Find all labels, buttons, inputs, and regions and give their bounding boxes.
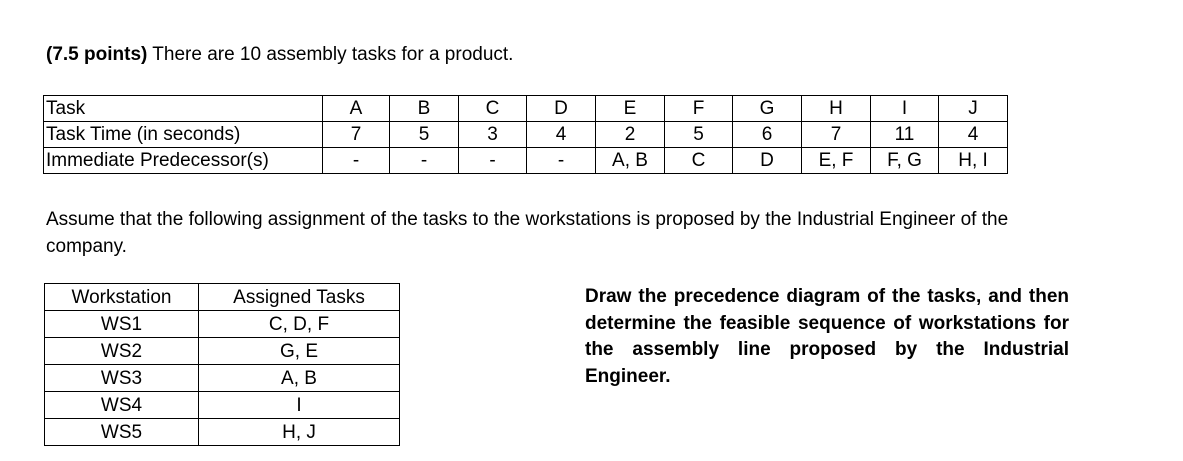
task-table <box>43 95 1008 174</box>
workstation-row <box>45 419 400 446</box>
assigned-tasks: I <box>199 392 400 419</box>
task-cell: D <box>527 96 596 122</box>
task-cell: F, G <box>871 148 939 174</box>
task-cell: A, B <box>596 148 665 174</box>
row-label: Task <box>44 96 323 122</box>
assigned-tasks: G, E <box>199 338 400 365</box>
task-cell: A <box>323 96 390 122</box>
task-cell: - <box>459 148 527 174</box>
task-cell: 5 <box>390 122 459 148</box>
task-cell: 7 <box>323 122 390 148</box>
task-cell: G <box>733 96 802 122</box>
task-cell: F <box>665 96 733 122</box>
task-cell: 4 <box>527 122 596 148</box>
workstation-header-row <box>45 284 400 311</box>
task-cell: 2 <box>596 122 665 148</box>
row-label: Immediate Predecessor(s) <box>44 148 323 174</box>
task-cell: E, F <box>802 148 871 174</box>
workstation-row <box>45 311 400 338</box>
row-label: Task Time (in seconds) <box>44 122 323 148</box>
task-cell: 4 <box>939 122 1008 148</box>
task-cell: 6 <box>733 122 802 148</box>
intro-text: There are 10 assembly tasks for a product. <box>147 44 514 65</box>
task-table-row <box>44 96 1008 122</box>
workstation-table <box>44 283 400 446</box>
problem-intro <box>46 44 513 66</box>
workstation-id: WS2 <box>45 338 199 365</box>
instruction-text: Draw the precedence diagram of the tasks, and then determine the feasible sequence of workstations for the assembly line proposed by the Industrial Engineer. <box>585 286 1069 387</box>
task-cell: - <box>527 148 596 174</box>
task-cell: 5 <box>665 122 733 148</box>
task-cell: - <box>323 148 390 174</box>
task-cell: J <box>939 96 1008 122</box>
points-label: (7.5 points) <box>46 44 148 65</box>
task-cell: H <box>802 96 871 122</box>
task-table-row <box>44 122 1008 148</box>
task-cell: I <box>871 96 939 122</box>
assigned-tasks: H, J <box>199 419 400 446</box>
task-cell: E <box>596 96 665 122</box>
task-cell: C <box>665 148 733 174</box>
task-table-row <box>44 148 1008 174</box>
workstation-row <box>45 365 400 392</box>
assigned-tasks: A, B <box>199 365 400 392</box>
workstation-row <box>45 338 400 365</box>
task-cell: C <box>459 96 527 122</box>
task-cell: H, I <box>939 148 1008 174</box>
workstation-id: WS4 <box>45 392 199 419</box>
task-cell: 3 <box>459 122 527 148</box>
workstation-row <box>45 392 400 419</box>
assigned-tasks-header: Assigned Tasks <box>199 284 400 311</box>
task-cell: D <box>733 148 802 174</box>
workstation-id: WS3 <box>45 365 199 392</box>
task-cell: 7 <box>802 122 871 148</box>
task-cell: B <box>390 96 459 122</box>
workstation-header: Workstation <box>45 284 199 311</box>
assumption-text: Assume that the following assignment of the tasks to the workstations is proposed by the Industrial Engineer of the company. <box>46 209 1009 257</box>
assigned-tasks: C, D, F <box>199 311 400 338</box>
task-cell: 11 <box>871 122 939 148</box>
workstation-id: WS1 <box>45 311 199 338</box>
workstation-id: WS5 <box>45 419 199 446</box>
task-cell: - <box>390 148 459 174</box>
